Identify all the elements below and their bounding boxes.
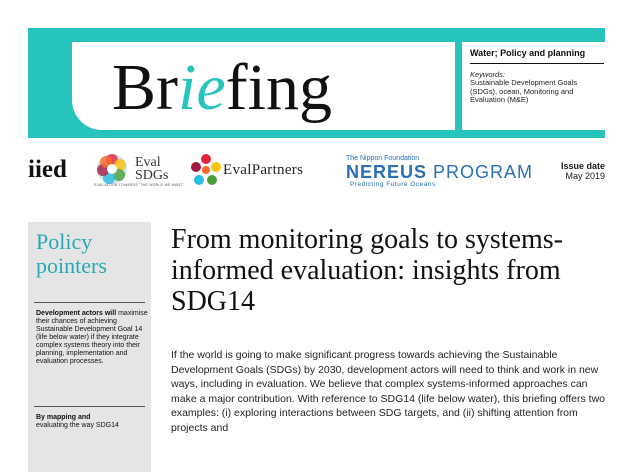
title-part-1: Br bbox=[112, 51, 178, 124]
pointer-1-lead: Development actors will bbox=[36, 310, 117, 317]
briefing-title bbox=[112, 48, 332, 128]
article-title: From monitoring goals to systems-informed evaluation: insights from SDG14 bbox=[171, 224, 563, 317]
policy-title-line2: pointers bbox=[36, 253, 107, 278]
keywords-label: Keywords: bbox=[470, 70, 506, 79]
pointer-2-text: evaluating the way SDG14 bbox=[36, 422, 119, 429]
title-accent: ie bbox=[178, 51, 226, 124]
keywords-text: Sustainable Development Goals (SDGs), ocean, Monitoring and Evaluation (M&E) bbox=[470, 78, 578, 104]
nereus-foundation: The Nippon Foundation bbox=[346, 155, 420, 162]
nereus-wordmark bbox=[346, 162, 533, 183]
title-part-2: fing bbox=[225, 51, 332, 124]
iied-logo: iied bbox=[28, 156, 67, 183]
evalsdgs-tagline: EVALUATION TOWARDS "THE WORLD WE WANT" bbox=[94, 183, 185, 187]
pointer-2 bbox=[36, 414, 148, 430]
evalpartners-icon bbox=[190, 153, 222, 187]
partner-logos bbox=[28, 150, 605, 190]
evalsdgs-flower-icon bbox=[91, 153, 133, 187]
pointer-divider bbox=[34, 406, 145, 407]
topic-box bbox=[462, 42, 612, 130]
pointer-1 bbox=[36, 310, 148, 366]
pointer-2-lead: By mapping and bbox=[36, 414, 91, 421]
article-intro: If the world is going to make significant progress towards achieving the Sustainable Development Goals (SDGs) by 2030, development actors will need to think and work in new ways, including in evaluation. We believe that complex systems-informed approaches can make a major contribution. With reference to SDG14 (life below water), this briefing offers two examples: (i) exploring interactions between SDG targets, and (ii) shifting attention from projects and bbox=[171, 349, 605, 434]
nereus-bold: NEREUS bbox=[346, 162, 428, 182]
topic-label: Water; Policy and planning bbox=[470, 48, 604, 64]
briefing-title-box bbox=[72, 42, 455, 130]
policy-pointers-panel bbox=[28, 222, 151, 452]
evalsdgs-wordmark bbox=[135, 156, 168, 182]
policy-pointers-header bbox=[28, 222, 151, 302]
pointer-1-text: maximise their chances of achieving Sustainable Development Goal 14 (life below water) if they integrate complex systems theory into their planning, implementation and evaluation processes. bbox=[36, 310, 148, 365]
briefing-banner bbox=[28, 28, 605, 138]
nereus-program: PROGRAM bbox=[433, 162, 534, 182]
policy-title-line1: Policy bbox=[36, 229, 93, 254]
policy-pointers-body bbox=[28, 302, 151, 472]
nereus-tagline: Predicting Future Oceans bbox=[350, 181, 436, 188]
evalsdgs-line2: SDGs bbox=[135, 168, 169, 183]
policy-pointers-title bbox=[36, 230, 107, 278]
issue-date-value: May 2019 bbox=[565, 171, 605, 181]
pointer-divider bbox=[34, 302, 145, 303]
issue-date-label: Issue date bbox=[560, 161, 605, 171]
evalpartners-wordmark: EvalPartners bbox=[223, 162, 304, 178]
evalsdgs-line1: Eval bbox=[135, 155, 161, 170]
